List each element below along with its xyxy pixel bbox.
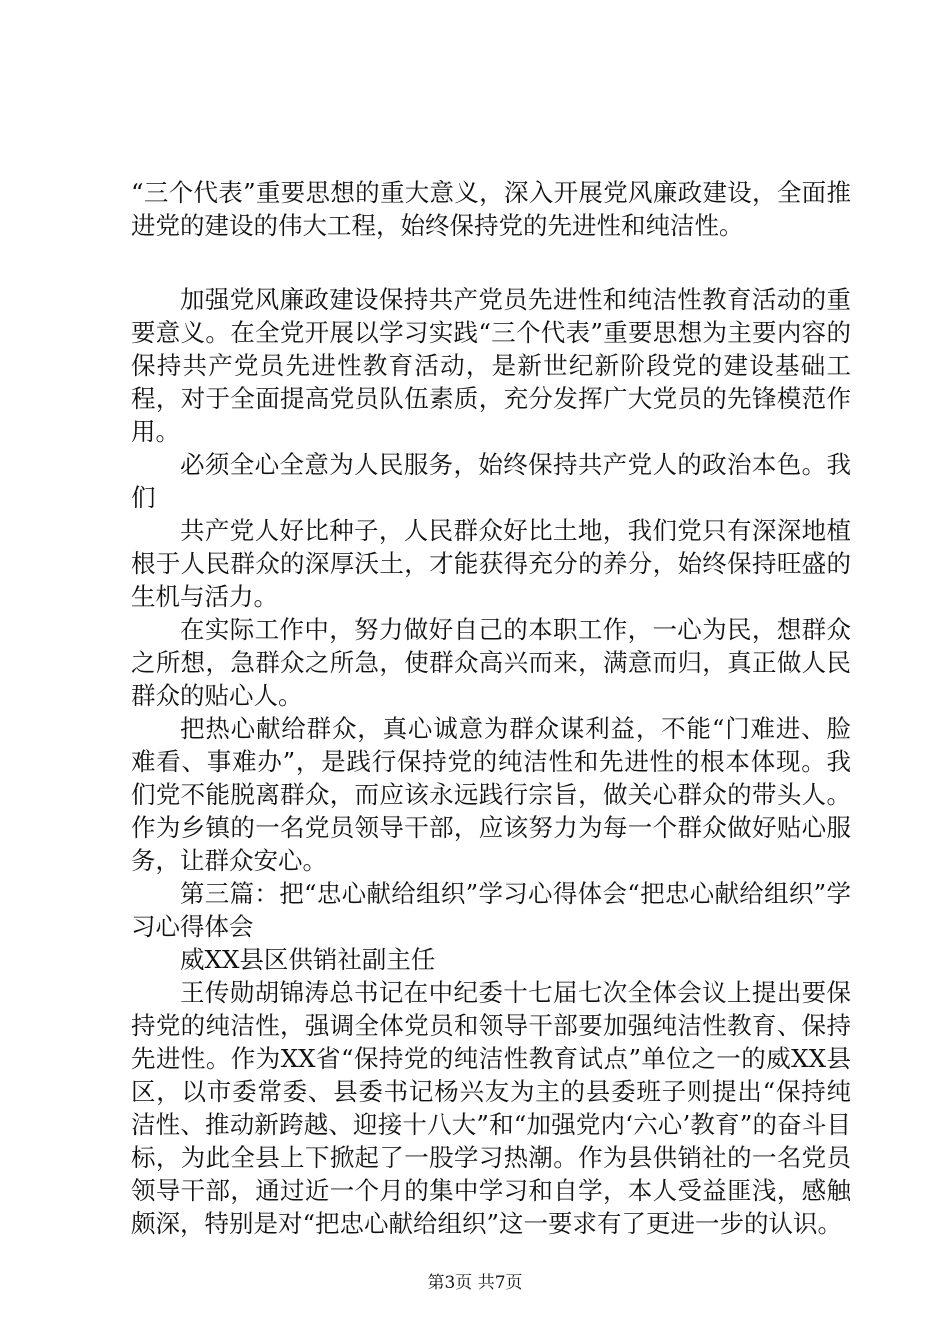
document-body (131, 176, 851, 1240)
author-title: 威XX县区供销社副主任 (180, 945, 436, 974)
paragraph-practical-work: 在实际工作中，努力做好自己的本职工作，一心为民，想群众之所想，急群众之所急，使群众高兴而来，满意而归，真正做人民群众的贴心人。 (131, 615, 851, 710)
paragraph-significance: 加强党风廉政建设保持共产党员先进性和纯洁性教育活动的重要意义。在全党开展以学习实践“三个代表”重要思想为主要内容的保持共产党员先进性教育活动，是新世纪新阶段党的建设基础工程，对于全面提高党员队伍素质，充分发挥广大党员的先锋模范作用。 (131, 285, 851, 446)
paragraph-seed-soil: 共产党人好比种子，人民群众好比土地，我们党只有深深地植根于人民群众的深厚沃土，才能获得充分的养分，始终保持旺盛的生机与活力。 (131, 516, 851, 611)
continuation-paragraph: “三个代表”重要思想的重大意义，深入开展党风廉政建设，全面推进党的建设的伟大工程，始终保持党的先进性和纯洁性。 (131, 178, 851, 240)
paragraph-heart-to-masses: 把热心献给群众，真心诚意为群众谋利益，不能“门难进、脸难看、事难办”，是践行保持党的纯洁性和先进性的根本体现。我们党不能脱离群众，而应该永远践行宗旨，做关心群众的带头人。作为乡镇的一名党员领导干部，应该努力为每一个群众做好贴心服务，让群众安心。 (131, 714, 851, 875)
paragraph-speech: 王传勋胡锦涛总书记在中纪委十七届七次全体会议上提出要保持党的纯洁性，强调全体党员和领导干部要加强纯洁性教育、保持先进性。作为XX省“保持党的纯洁性教育试点”单位之一的威XX县区，以市委常委、县委书记杨兴友为主的县委班子则提出“保持纯洁性、推动新跨越、迎接十八大”和“加强党内‘六心’教育”的奋斗目标，为此全县上下掀起了一股学习热潮。作为县供销社的一名党员领导干部，通过近一个月的集中学习和自学，本人受益匪浅，感触颇深，特别是对“把忠心献给组织”这一要求有了更进一步的认识。 (131, 978, 851, 1238)
paragraph-serve-people: 必须全心全意为人民服务，始终保持共产党人的政治本色。我们 (131, 450, 851, 512)
section-heading: 第三篇：把“忠心献给组织”学习心得体会“把忠心献给组织”学习心得体会 (131, 879, 851, 941)
page-footer: 第3页 共7页 (427, 1273, 523, 1293)
paragraph-gap (131, 242, 851, 283)
